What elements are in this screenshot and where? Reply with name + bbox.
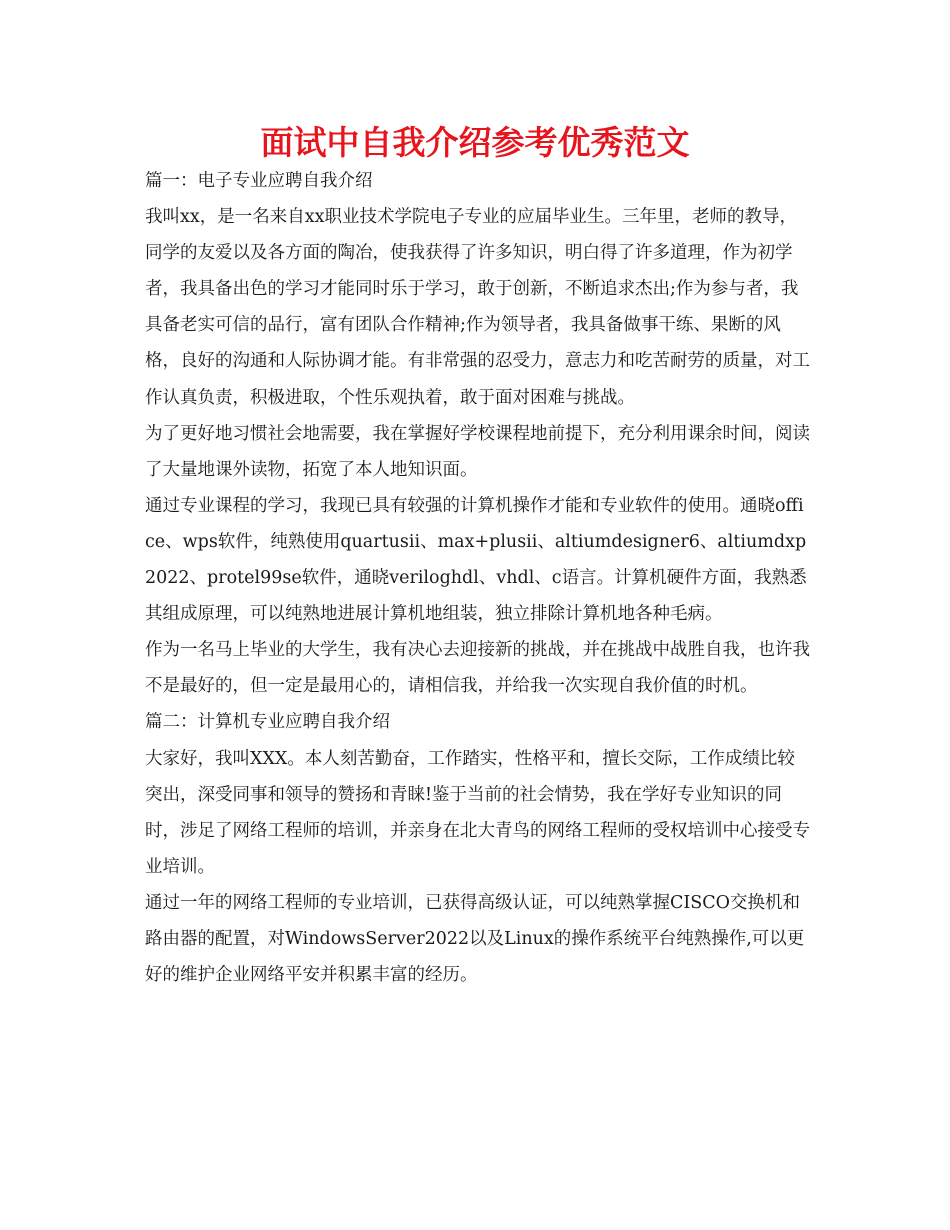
document-title: 面试中自我介绍参考优秀范文: [260, 123, 690, 162]
section-heading-2: 篇二：计算机专业应聘自我介绍: [145, 712, 390, 733]
paragraph: 我叫xx，是一名来自xx职业技术学院电子专业的应届毕业生。三年里，老师的教导，同学的友爱以及各方面的陶冶，使我获得了许多知识，明白得了许多道理，作为初学者，我具备出色的学习才能同时乐于学习，敢于创新，不断追求杰出;作为参与者，我具备老实可信的品行，富有团队合作精神;作为领导者，我具备做事干练、果断的风格，良好的沟通和人际协调才能。有非常强的忍受力，意志力和吃苦耐劳的质量，对工作认真负责，积极进取，个性乐观执着，敢于面对困难与挑战。: [145, 207, 810, 408]
section-heading-1: 篇一：电子专业应聘自我介绍: [145, 171, 373, 191]
paragraph: 大家好，我叫XXX。本人刻苦勤奋，工作踏实，性格平和，擅长交际，工作成绩比较突出，深受同事和领导的赞扬和青睐!鉴于当前的社会情势，我在学好专业知识的同时，涉足了网络工程师的培训，并亲身在北大青鸟的网络工程师的受权培训中心接受专业培训。: [145, 748, 810, 877]
paragraph: 为了更好地习惯社会地需要，我在掌握好学校课程地前提下，充分利用课余时间，阅读了大量地课外读物，拓宽了本人地知识面。: [145, 423, 810, 480]
paragraph: 作为一名马上毕业的大学生，我有决心去迎接新的挑战，并在挑战中战胜自我，也许我不是最好的，但一定是最用心的，请相信我，并给我一次实现自我价值的时机。: [145, 640, 810, 697]
paragraph: 通过一年的网络工程师的专业培训，已获得高级认证，可以纯熟掌握CISCO交换机和路由器的配置，对WindowsServer2022以及Linux的操作系统平台纯熟操作,可以更好的维护企业网络平安并积累丰富的经历。: [145, 892, 805, 986]
document-body: [145, 163, 810, 993]
paragraph: 通过专业课程的学习，我现已具有较强的计算机操作才能和专业软件的使用。通晓office、wps软件，纯熟使用quartusii、max+plusii、altiumdesigner6、altiumdxp2022、protel99se软件，通晓veriloghdl、vhdl、c语言。计算机硬件方面，我熟悉其组成原理，可以纯熟地进展计算机地组装，独立排除计算机地各种毛病。: [145, 495, 807, 625]
